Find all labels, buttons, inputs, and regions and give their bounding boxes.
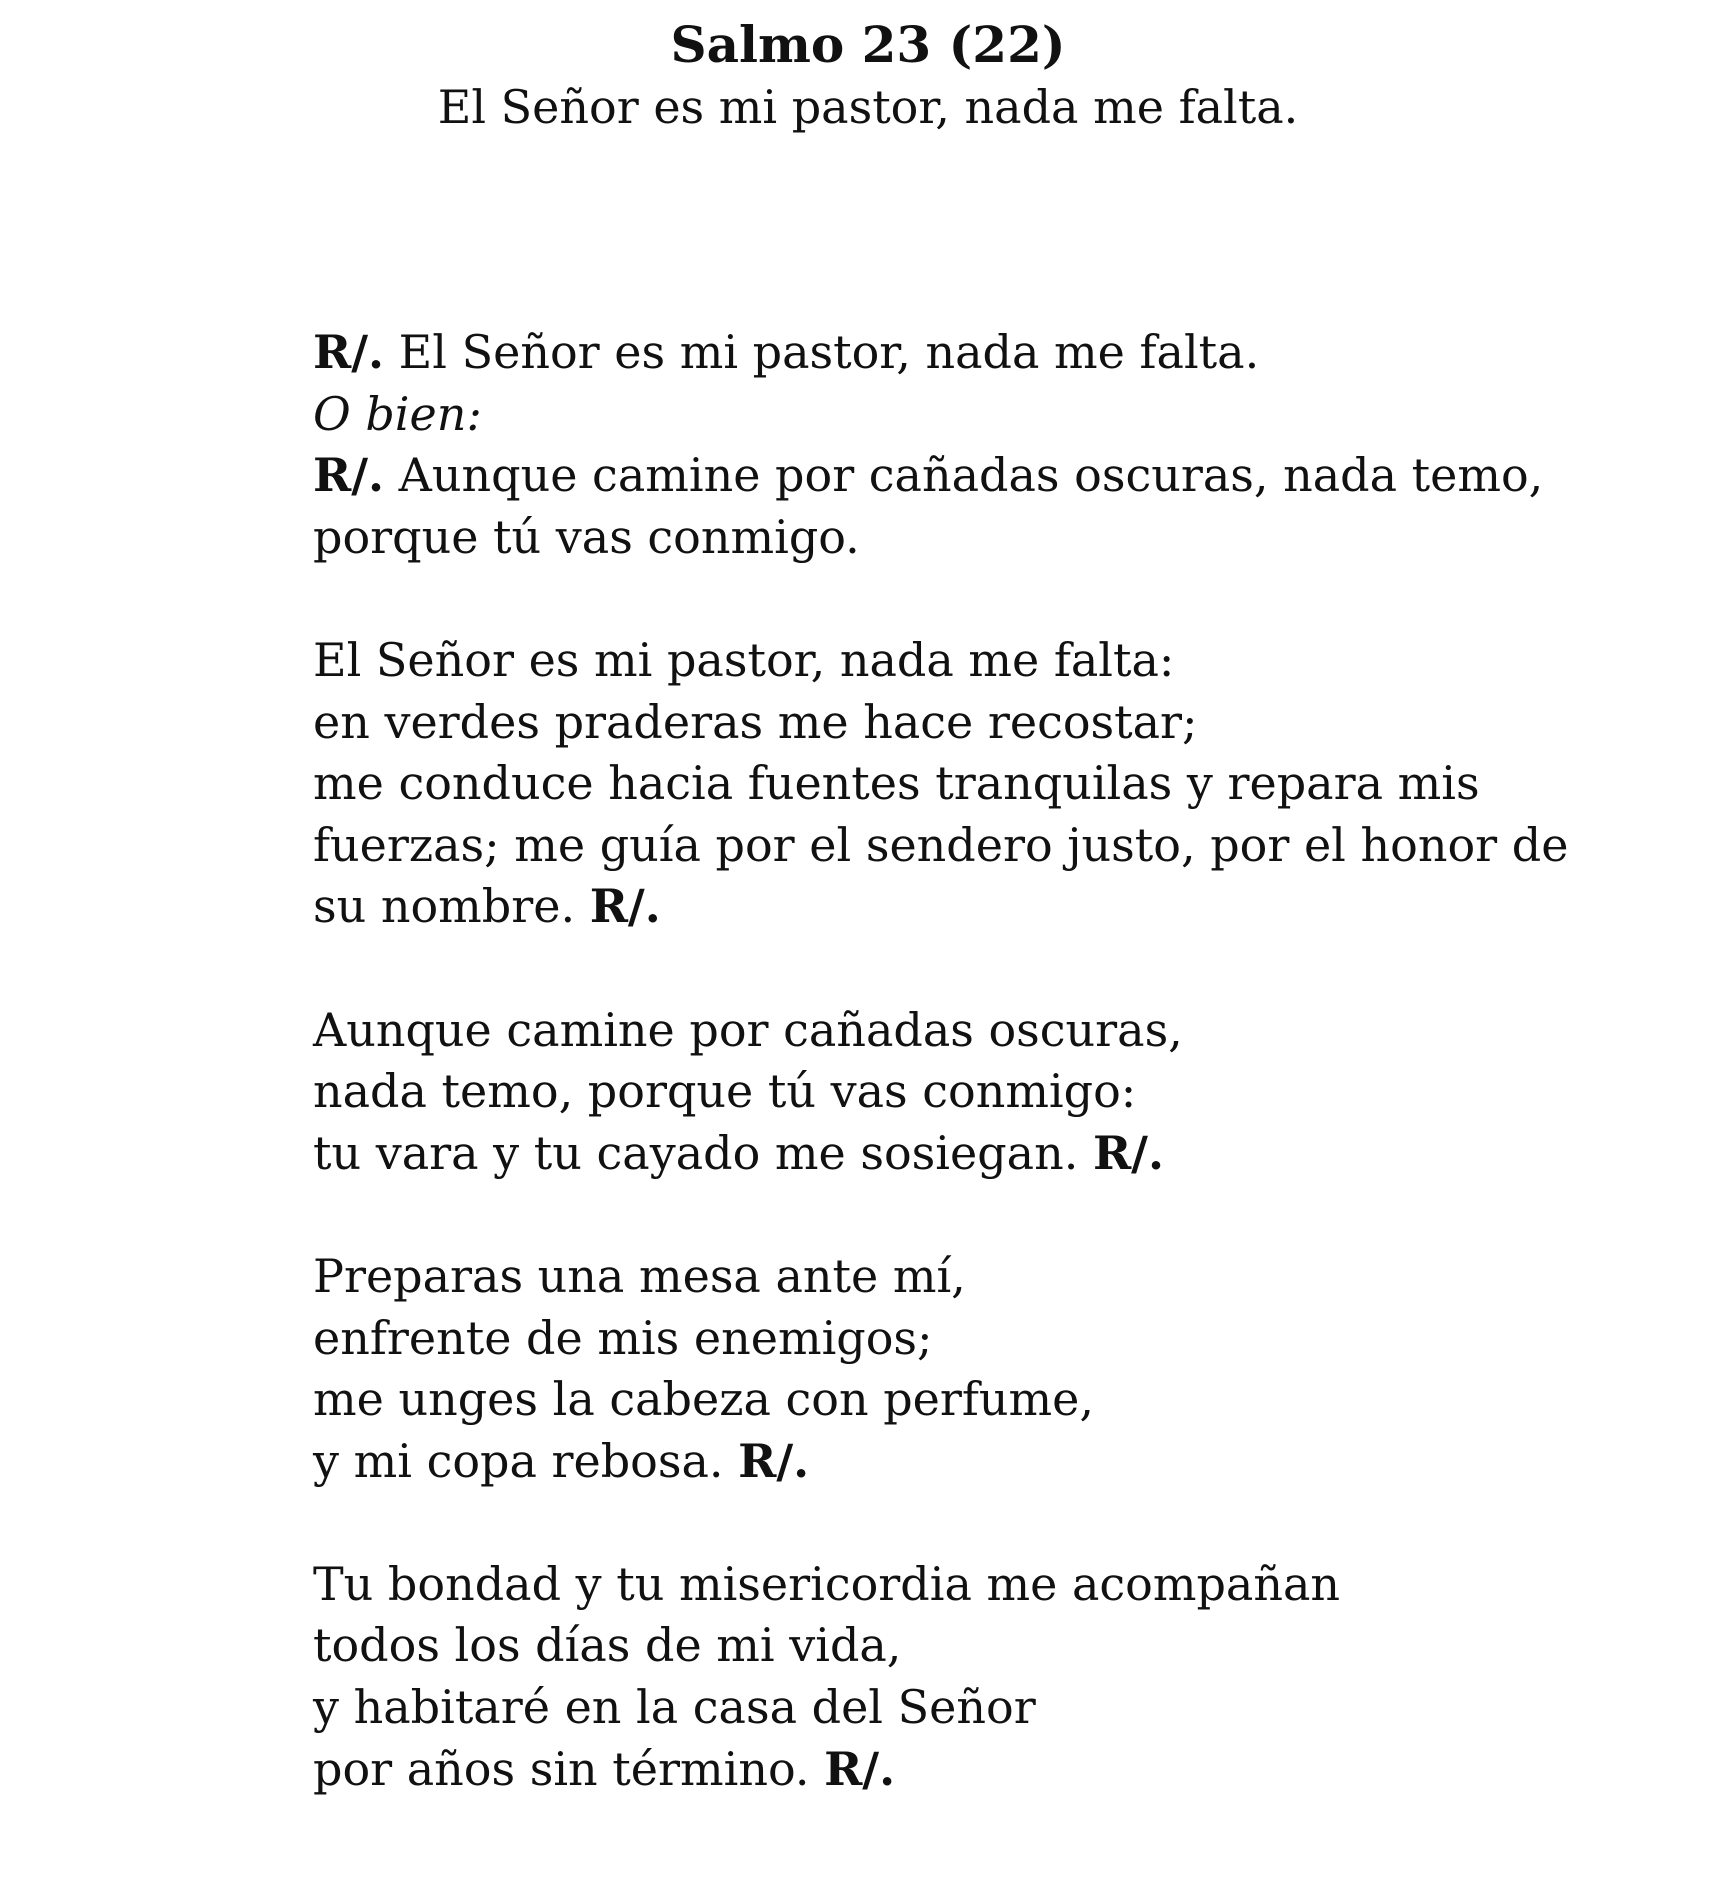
verse-line: nada temo, porque tú vas conmigo: [313, 1064, 1137, 1119]
responsory-marker: R/. [824, 1741, 896, 1796]
responsory-line: porque tú vas conmigo. [313, 509, 860, 564]
psalm-body [313, 322, 1693, 1800]
responsory-line [313, 322, 1693, 384]
responsory-marker: R/. [589, 879, 661, 934]
responsory-marker: R/. [313, 448, 385, 503]
verse-text: tu vara y tu cayado me sosiegan. [313, 1125, 1093, 1180]
responsory-line [313, 445, 1693, 507]
verse-line: me conduce hacia fuentes tranquilas y repara mis [313, 756, 1480, 811]
psalm-header [0, 14, 1736, 138]
page-title: Salmo 23 (22) [670, 15, 1066, 74]
verse-line: todos los días de mi vida, [313, 1618, 902, 1673]
responsory-block [313, 322, 1693, 568]
responsory-text: Aunque camine por cañadas oscuras, nada temo, [384, 448, 1544, 503]
responsory-marker: R/. [1092, 1125, 1164, 1180]
verse-text: su nombre. [313, 879, 590, 934]
verse-line: Tu bondad y tu misericordia me acompañan [313, 1556, 1341, 1611]
verse-line: Preparas una mesa ante mí, [313, 1248, 966, 1303]
responsory-marker: R/. [313, 325, 385, 379]
stanza-1 [313, 630, 1693, 938]
verse-text: por años sin término. [313, 1741, 825, 1796]
stanza-2 [313, 1000, 1693, 1185]
verse-line: El Señor es mi pastor, nada me falta: [313, 632, 1175, 687]
verse-line: fuerzas; me guía por el sendero justo, por el honor de [313, 817, 1569, 872]
stanza-3 [313, 1246, 1693, 1492]
verse-line [313, 1123, 1693, 1185]
responsory-text: El Señor es mi pastor, nada me falta. [384, 325, 1260, 379]
stanza-gap [313, 568, 1693, 630]
verse-line [313, 1431, 1693, 1493]
stanza-4 [313, 1554, 1693, 1800]
stanza-gap [313, 938, 1693, 1000]
verse-line: y habitaré en la casa del Señor [313, 1680, 1036, 1735]
verse-line: me unges la cabeza con perfume, [313, 1372, 1094, 1427]
stanza-gap [313, 1184, 1693, 1246]
responsory-marker: R/. [738, 1433, 810, 1488]
verse-line [313, 876, 1693, 938]
verse-line: Aunque camine por cañadas oscuras, [313, 1002, 1183, 1057]
verse-line: en verdes praderas me hace recostar; [313, 694, 1198, 749]
verse-line [313, 1739, 1693, 1801]
verse-line: enfrente de mis enemigos; [313, 1310, 933, 1365]
page-subtitle: El Señor es mi pastor, nada me falta. [437, 80, 1299, 134]
stanza-gap [313, 1492, 1693, 1554]
verse-text: y mi copa rebosa. [313, 1433, 739, 1488]
alternative-label: O bien: [313, 386, 482, 441]
